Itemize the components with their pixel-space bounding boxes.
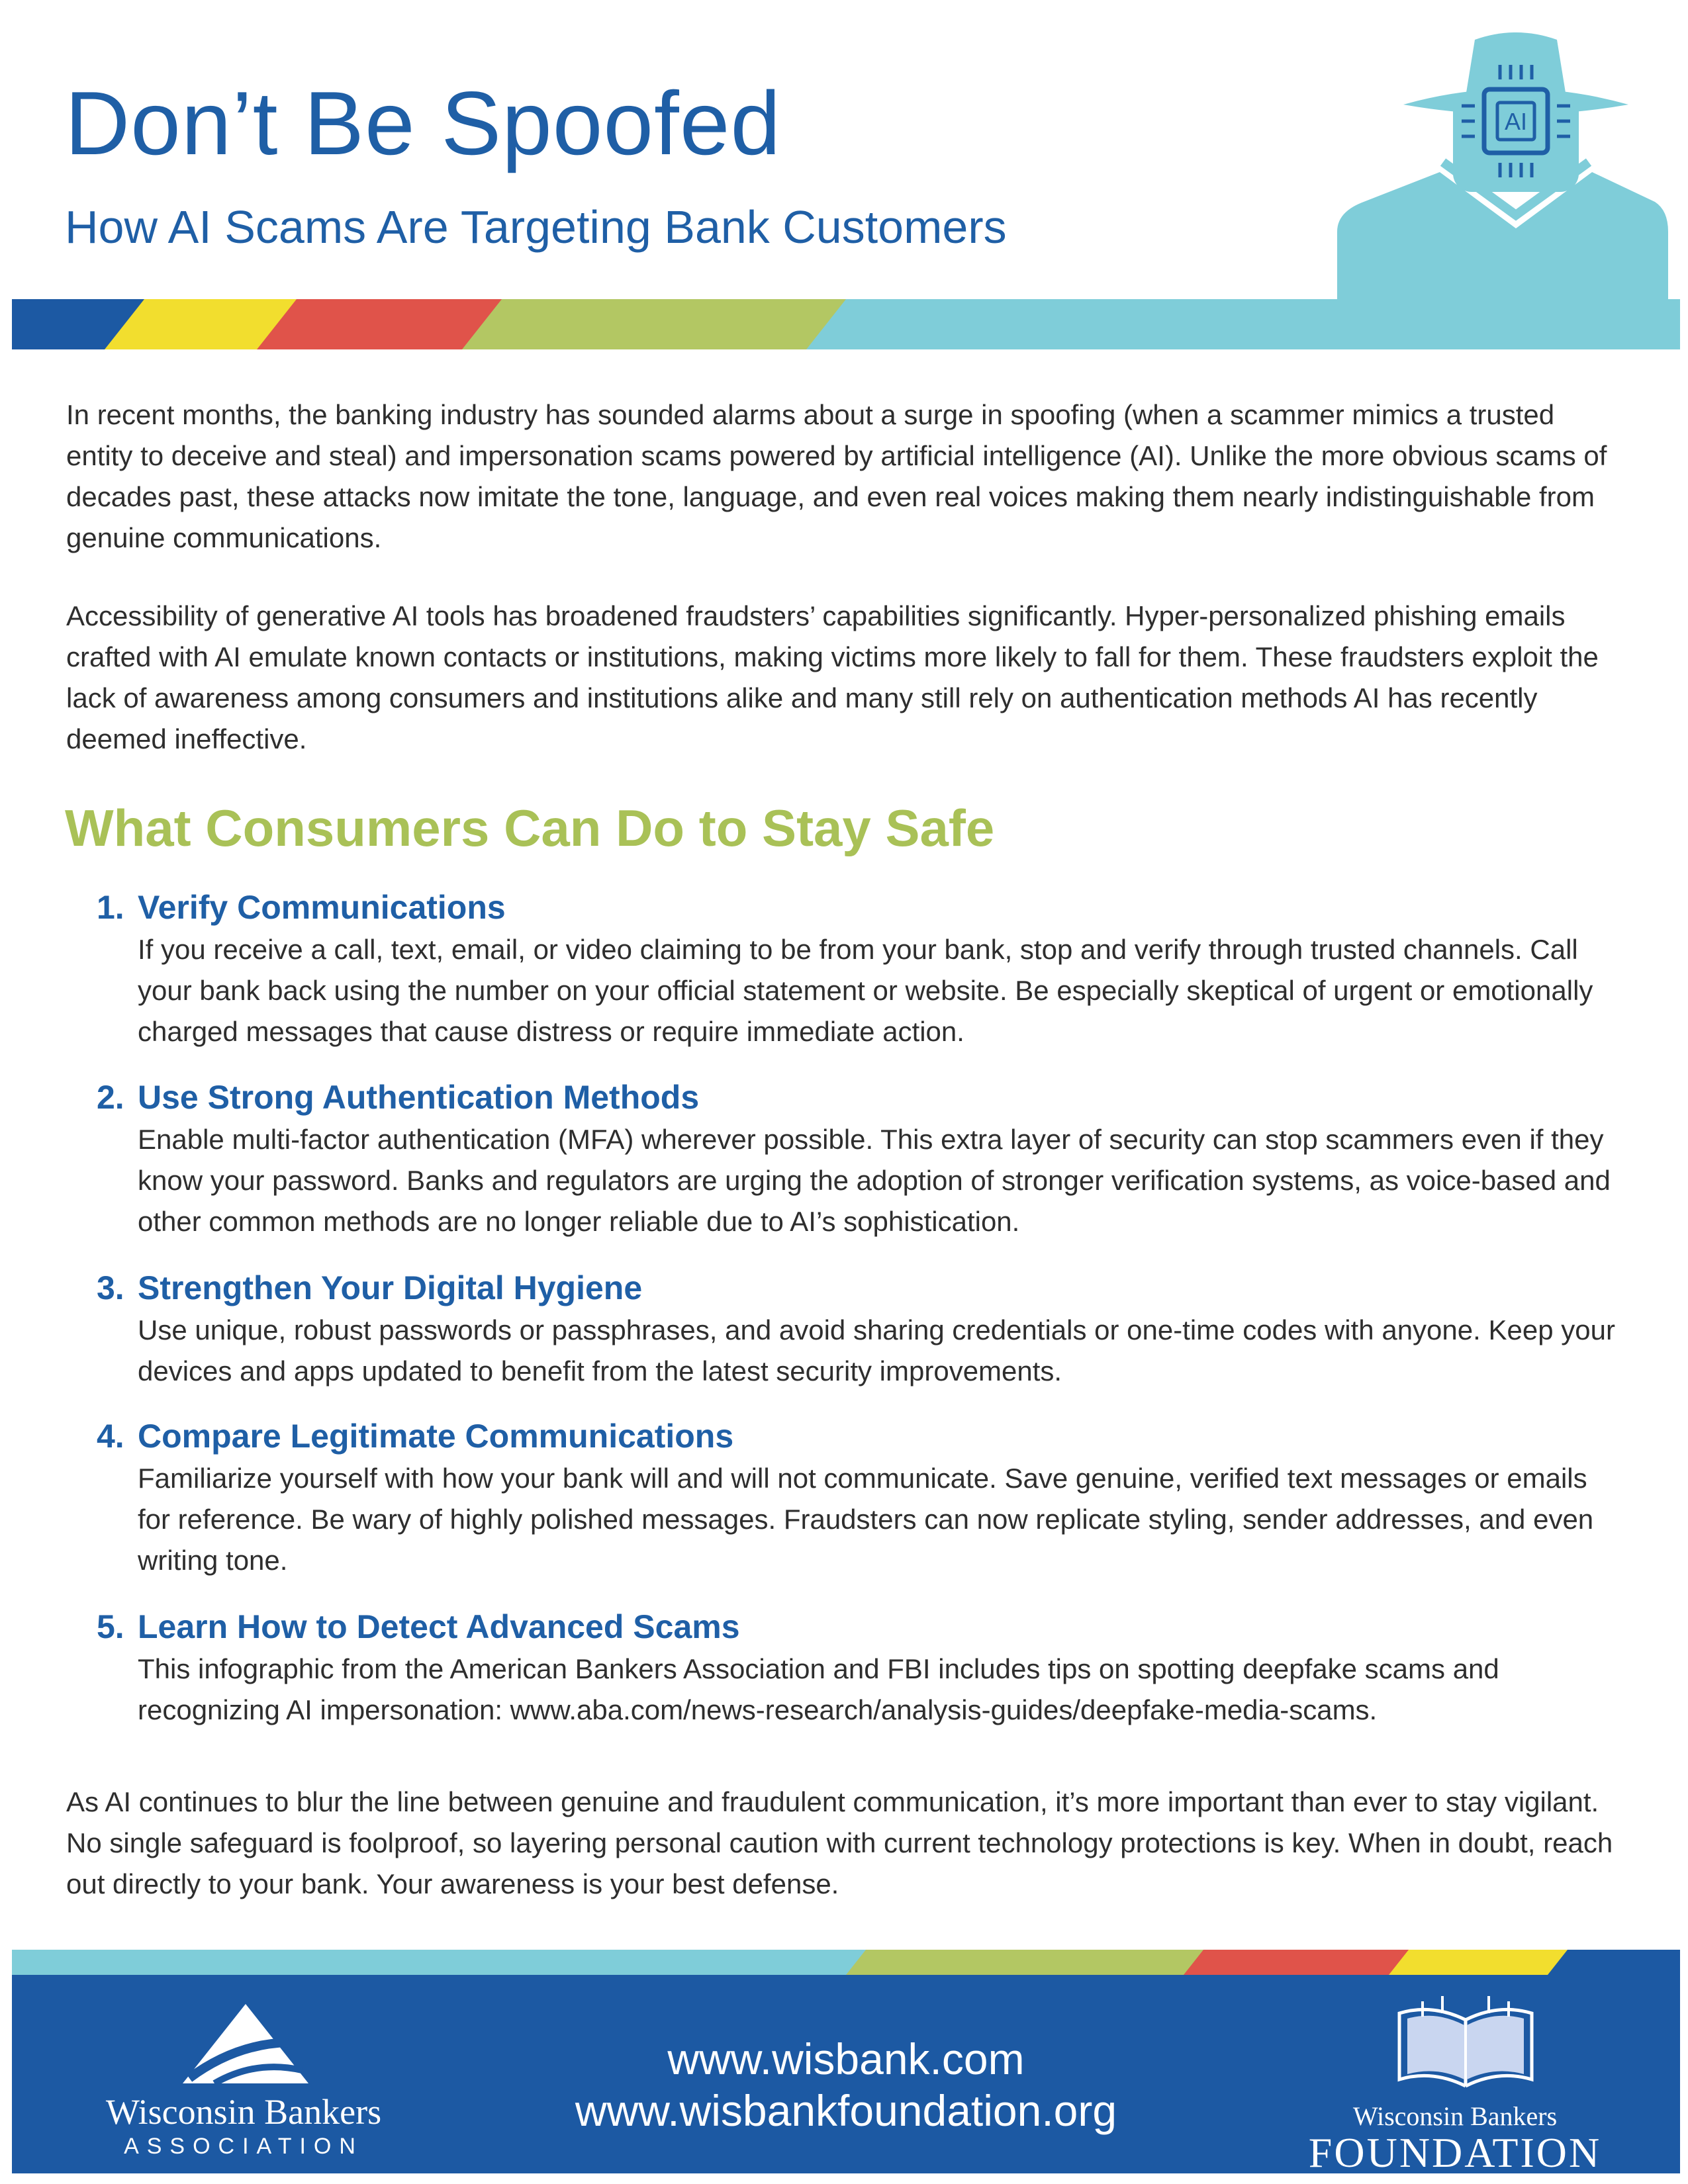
tip-title: Learn How to Detect Advanced Scams (138, 1608, 740, 1645)
tip-item-digital-hygiene (97, 1267, 1619, 1392)
tip-title: Verify Communications (138, 889, 506, 926)
tip-number: 5. (97, 1608, 124, 1645)
tip-item-verify-communications (97, 887, 1619, 1052)
wba-logo-icon (183, 2004, 308, 2083)
intro-paragraph-2: Accessibility of generative AI tools has broadened fraudsters’ capabilities significantly. Hyper-personalized phishing emails crafted with AI emulate known contacts or institutions, making victims more likely to fall for them. These fraudsters exploit the lack of awareness among consumers and institutions alike and many still rely on authentication methods AI has recently deemed ineffective. (66, 600, 1599, 754)
footer (12, 1975, 1680, 2176)
tip-number: 1. (97, 889, 124, 926)
wbf-subtitle: FOUNDATION (1308, 2129, 1602, 2176)
tip-body: This infographic from the American Bankers Association and FBI includes tips on spotting deepfake scams and recognizing AI impersonation: www.aba.com/news-research/analysis-guides/deepfake-media-scams. (138, 1653, 1499, 1725)
tip-number: 3. (97, 1269, 124, 1306)
tip-title: Strengthen Your Digital Hygiene (138, 1269, 643, 1306)
tip-body: Enable multi-factor authentication (MFA) wherever possible. This extra layer of security can stop scammers even if they know your password. Banks and regulators are urging the adoption of stronger verification systems, as voice-based and other common methods are no longer reliable due to AI’s sophistication. (138, 1124, 1611, 1237)
open-book-icon (1393, 1993, 1538, 2093)
wba-subtitle: ASSOCIATION (124, 2134, 363, 2159)
wisbank-link[interactable]: www.wisbank.com (667, 2034, 1025, 2083)
tip-item-compare-communications (97, 1416, 1619, 1581)
tip-body: Familiarize yourself with how your bank will and will not communicate. Save genuine, verified text messages or emails for reference. Be wary of highly polished messages. Fraudsters can now replicate styling, sender addresses, and even writing tone. (138, 1463, 1594, 1576)
section-title: What Consumers Can Do to Stay Safe (65, 799, 995, 857)
page-title: Don’t Be Spoofed (65, 73, 782, 173)
tip-body: Use unique, robust passwords or passphrases, and avoid sharing credentials or one-time codes with anyone. Keep your devices and apps updated to benefit from the latest security improvements. (138, 1314, 1615, 1387)
page-subtitle: How AI Scams Are Targeting Bank Customers (65, 201, 1007, 253)
tip-number: 2. (97, 1079, 124, 1116)
tip-title: Use Strong Authentication Methods (138, 1079, 700, 1116)
intro-paragraph-1: In recent months, the banking industry has sounded alarms about a surge in spoofing (when a scammer mimics a trusted entity to deceive and steal) and impersonation scams powered by artificial intelligence (AI). Unlike the more obvious scams of decades past, these attacks now imitate the tone, language, and even real voices making them nearly indistinguishable from genuine communications. (66, 399, 1607, 553)
tip-title: Compare Legitimate Communications (138, 1418, 734, 1455)
tip-number: 4. (97, 1418, 124, 1455)
tip-body: If you receive a call, text, email, or video claiming to be from your bank, stop and verify through trusted channels. Call your bank back using the number on your official statement or website. Be especially skeptical of urgent or emotionally charged messages that cause distress or require immediate action. (138, 934, 1593, 1047)
ai-spy-illustration (1324, 13, 1688, 304)
wba-name: Wisconsin Bankers (105, 2092, 382, 2132)
closing-paragraph: As AI continues to blur the line between genuine and fraudulent communication, it’s more important than ever to stay vigilant. No single safeguard is foolproof, so layering personal caution with current technology protections is key. When in doubt, reach out directly to your bank. Your awareness is your best defense. (66, 1786, 1613, 1899)
wisbankfoundation-link[interactable]: www.wisbankfoundation.org (575, 2086, 1117, 2135)
tip-item-detect-scams (97, 1606, 1619, 1731)
ai-chip-label: AI (1504, 108, 1528, 135)
footer-color-stripe (12, 1950, 1680, 1975)
wbf-name: Wisconsin Bankers (1352, 2101, 1558, 2131)
footer-links (475, 2033, 1217, 2136)
tip-item-strong-authentication (97, 1077, 1619, 1242)
color-stripe-band (12, 299, 1680, 349)
